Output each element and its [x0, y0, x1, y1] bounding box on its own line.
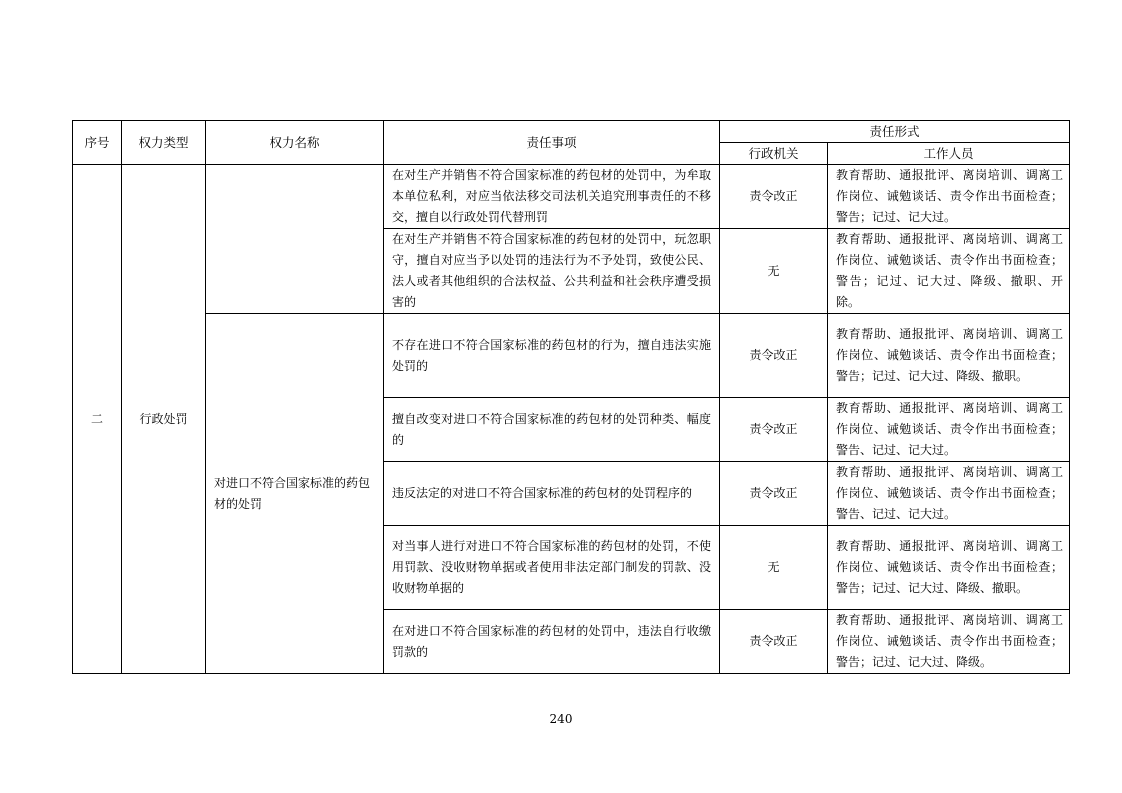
table-row — [73, 314, 1070, 398]
staff-cell: 教育帮助、通报批评、离岗培训、调离工作岗位、诫勉谈话、责令作出书面检查；警告；记过、记大过、降级、撤职。 — [828, 314, 1070, 398]
duty-cell: 不存在进口不符合国家标准的药包材的行为，擅自违法实施处罚的 — [384, 314, 720, 398]
organ-cell: 责令改正 — [720, 398, 828, 462]
duty-cell: 擅自改变对进口不符合国家标准的药包材的处罚种类、幅度的 — [384, 398, 720, 462]
duty-cell: 在对生产并销售不符合国家标准的药包材的处罚中，为牟取本单位私利，对应当依法移交司法机关追究刑事责任的不移交，擅自以行政处罚代替刑罚 — [384, 165, 720, 229]
duty-cell: 对当事人进行对进口不符合国家标准的药包材的处罚，不使用罚款、没收财物单据或者使用非法定部门制发的罚款、没收财物单据的 — [384, 526, 720, 610]
header-power-name: 权力名称 — [206, 121, 384, 165]
responsibility-table — [72, 120, 1070, 674]
page-number: 240 — [549, 712, 573, 726]
header-row-1 — [73, 121, 1070, 143]
header-admin-organ: 行政机关 — [720, 143, 828, 165]
header-duty-item: 责任事项 — [384, 121, 720, 165]
duty-cell: 在对生产并销售不符合国家标准的药包材的处罚中，玩忽职守，擅自对应当予以处罚的违法行为不予处罚，致使公民、法人或者其他组织的合法权益、公共利益和社会秩序遭受损害的 — [384, 229, 720, 314]
seq-cell: 二 — [73, 165, 122, 674]
header-duty-form: 责任形式 — [720, 121, 1070, 143]
organ-cell: 责令改正 — [720, 165, 828, 229]
power-name-cell-group2: 对进口不符合国家标准的药包材的处罚 — [206, 314, 384, 674]
header-power-type: 权力类型 — [122, 121, 206, 165]
header-seq: 序号 — [73, 121, 122, 165]
staff-cell: 教育帮助、通报批评、离岗培训、调离工作岗位、诫勉谈话、责令作出书面检查；警告；记过、记大过。 — [828, 165, 1070, 229]
organ-cell: 责令改正 — [720, 610, 828, 674]
organ-cell: 无 — [720, 526, 828, 610]
organ-cell: 无 — [720, 229, 828, 314]
organ-cell: 责令改正 — [720, 314, 828, 398]
staff-cell: 教育帮助、通报批评、离岗培训、调离工作岗位、诫勉谈话、责令作出书面检查；警告、记过、记大过。 — [828, 398, 1070, 462]
header-staff: 工作人员 — [828, 143, 1070, 165]
table-row — [73, 165, 1070, 229]
duty-cell: 违反法定的对进口不符合国家标准的药包材的处罚程序的 — [384, 462, 720, 526]
duty-cell: 在对进口不符合国家标准的药包材的处罚中，违法自行收缴罚款的 — [384, 610, 720, 674]
staff-cell: 教育帮助、通报批评、离岗培训、调离工作岗位、诫勉谈话、责令作出书面检查；警告；记过、记大过、降级、撤职。 — [828, 526, 1070, 610]
power-name-cell-group1 — [206, 165, 384, 314]
organ-cell: 责令改正 — [720, 462, 828, 526]
staff-cell: 教育帮助、通报批评、离岗培训、调离工作岗位、诫勉谈话、责令作出书面检查；警告；记过、记大过、降级。 — [828, 610, 1070, 674]
power-type-cell: 行政处罚 — [122, 165, 206, 674]
staff-cell: 教育帮助、通报批评、离岗培训、调离工作岗位、诫勉谈话、责令作出书面检查；警告、记过、记大过。 — [828, 462, 1070, 526]
staff-cell: 教育帮助、通报批评、离岗培训、调离工作岗位、诫勉谈话、责令作出书面检查；警告；记过、记大过、降级、撤职、开除。 — [828, 229, 1070, 314]
